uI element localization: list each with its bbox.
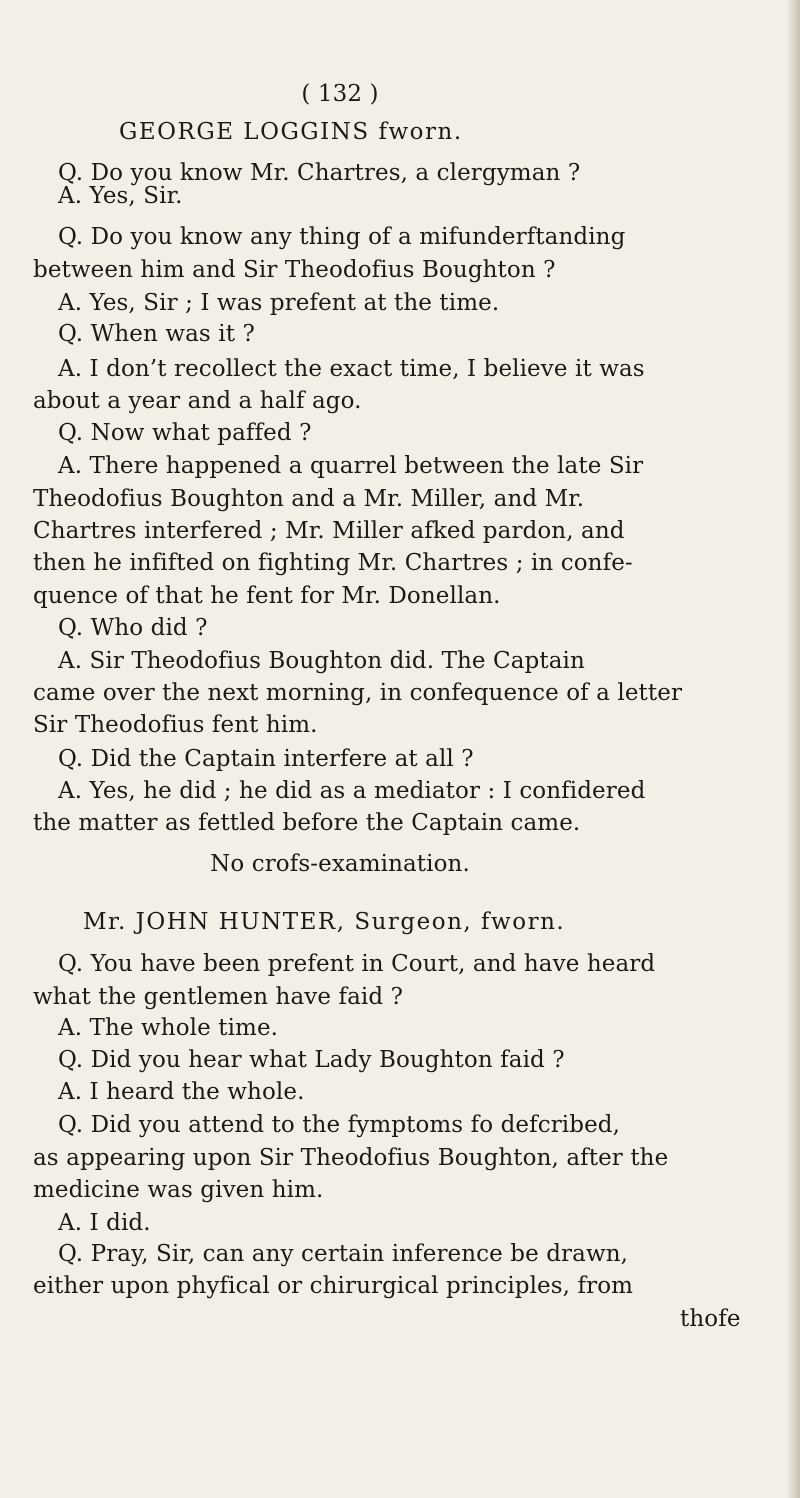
text-line: A. I don’t recollect the exact time, I believe it was — [58, 356, 645, 382]
text-line: A. I heard the whole. — [58, 1079, 305, 1105]
text-line: A. I did. — [58, 1210, 151, 1236]
text-line: what the gentlemen have faid ? — [33, 984, 404, 1010]
text-line: between him and Sir Theodofius Boughton ? — [33, 257, 556, 283]
text-line: A. Yes, Sir. — [58, 183, 183, 209]
text-line: Q. Who did ? — [58, 615, 208, 641]
text-line: quence of that he fent for Mr. Donellan. — [33, 583, 501, 609]
text-line: Sir Theodofius fent him. — [33, 712, 318, 738]
text-line: Chartres interfered ; Mr. Miller afked pardon, and — [33, 518, 625, 544]
text-line: Q. Did the Captain interfere at all ? — [58, 746, 474, 772]
text-line: either upon phyfical or chirurgical principles, from — [33, 1273, 634, 1299]
witness-heading-loggins: GEORGE LOGGINS fworn. — [119, 119, 463, 145]
text-line: Theodofius Boughton and a Mr. Miller, and Mr. — [33, 486, 585, 512]
cross-examination-note: No crofs-examination. — [210, 851, 470, 877]
text-line: Q. Did you attend to the fymptoms fo defcribed, — [58, 1112, 621, 1138]
text-line: Q. Did you hear what Lady Boughton faid ? — [58, 1047, 565, 1073]
page-edge — [786, 0, 800, 1498]
text-line: Q. Pray, Sir, can any certain inference be drawn, — [58, 1241, 629, 1267]
text-line: A. The whole time. — [58, 1015, 279, 1041]
catchword: thofe — [680, 1306, 741, 1332]
page-number: ( 132 ) — [301, 81, 379, 107]
text-line: came over the next morning, in confequence of a letter — [33, 680, 683, 706]
text-line: medicine was given him. — [33, 1177, 324, 1203]
text-line: as appearing upon Sir Theodofius Boughton, after the — [33, 1145, 669, 1171]
text-line: A. Sir Theodofius Boughton did. The Captain — [58, 648, 585, 674]
text-line: A. Yes, Sir ; I was prefent at the time. — [58, 290, 500, 316]
text-line: A. There happened a quarrel between the late Sir — [58, 453, 644, 479]
text-line: Q. You have been prefent in Court, and have heard — [58, 951, 656, 977]
text-line: A. Yes, he did ; he did as a mediator : I confidered — [58, 778, 646, 804]
text-line: Q. Do you know any thing of a mifunderftanding — [58, 224, 626, 250]
text-line: Q. Now what paffed ? — [58, 420, 312, 446]
text-line: about a year and a half ago. — [33, 388, 362, 414]
text-line: Q. When was it ? — [58, 321, 255, 347]
witness-heading-hunter: Mr. JOHN HUNTER, Surgeon, fworn. — [83, 909, 566, 935]
text-line: then he infifted on fighting Mr. Chartres ; in confe- — [33, 550, 633, 576]
text-line: Q. Do you know Mr. Chartres, a clergyman ? — [58, 160, 581, 186]
text-line: the matter as fettled before the Captain came. — [33, 810, 581, 836]
